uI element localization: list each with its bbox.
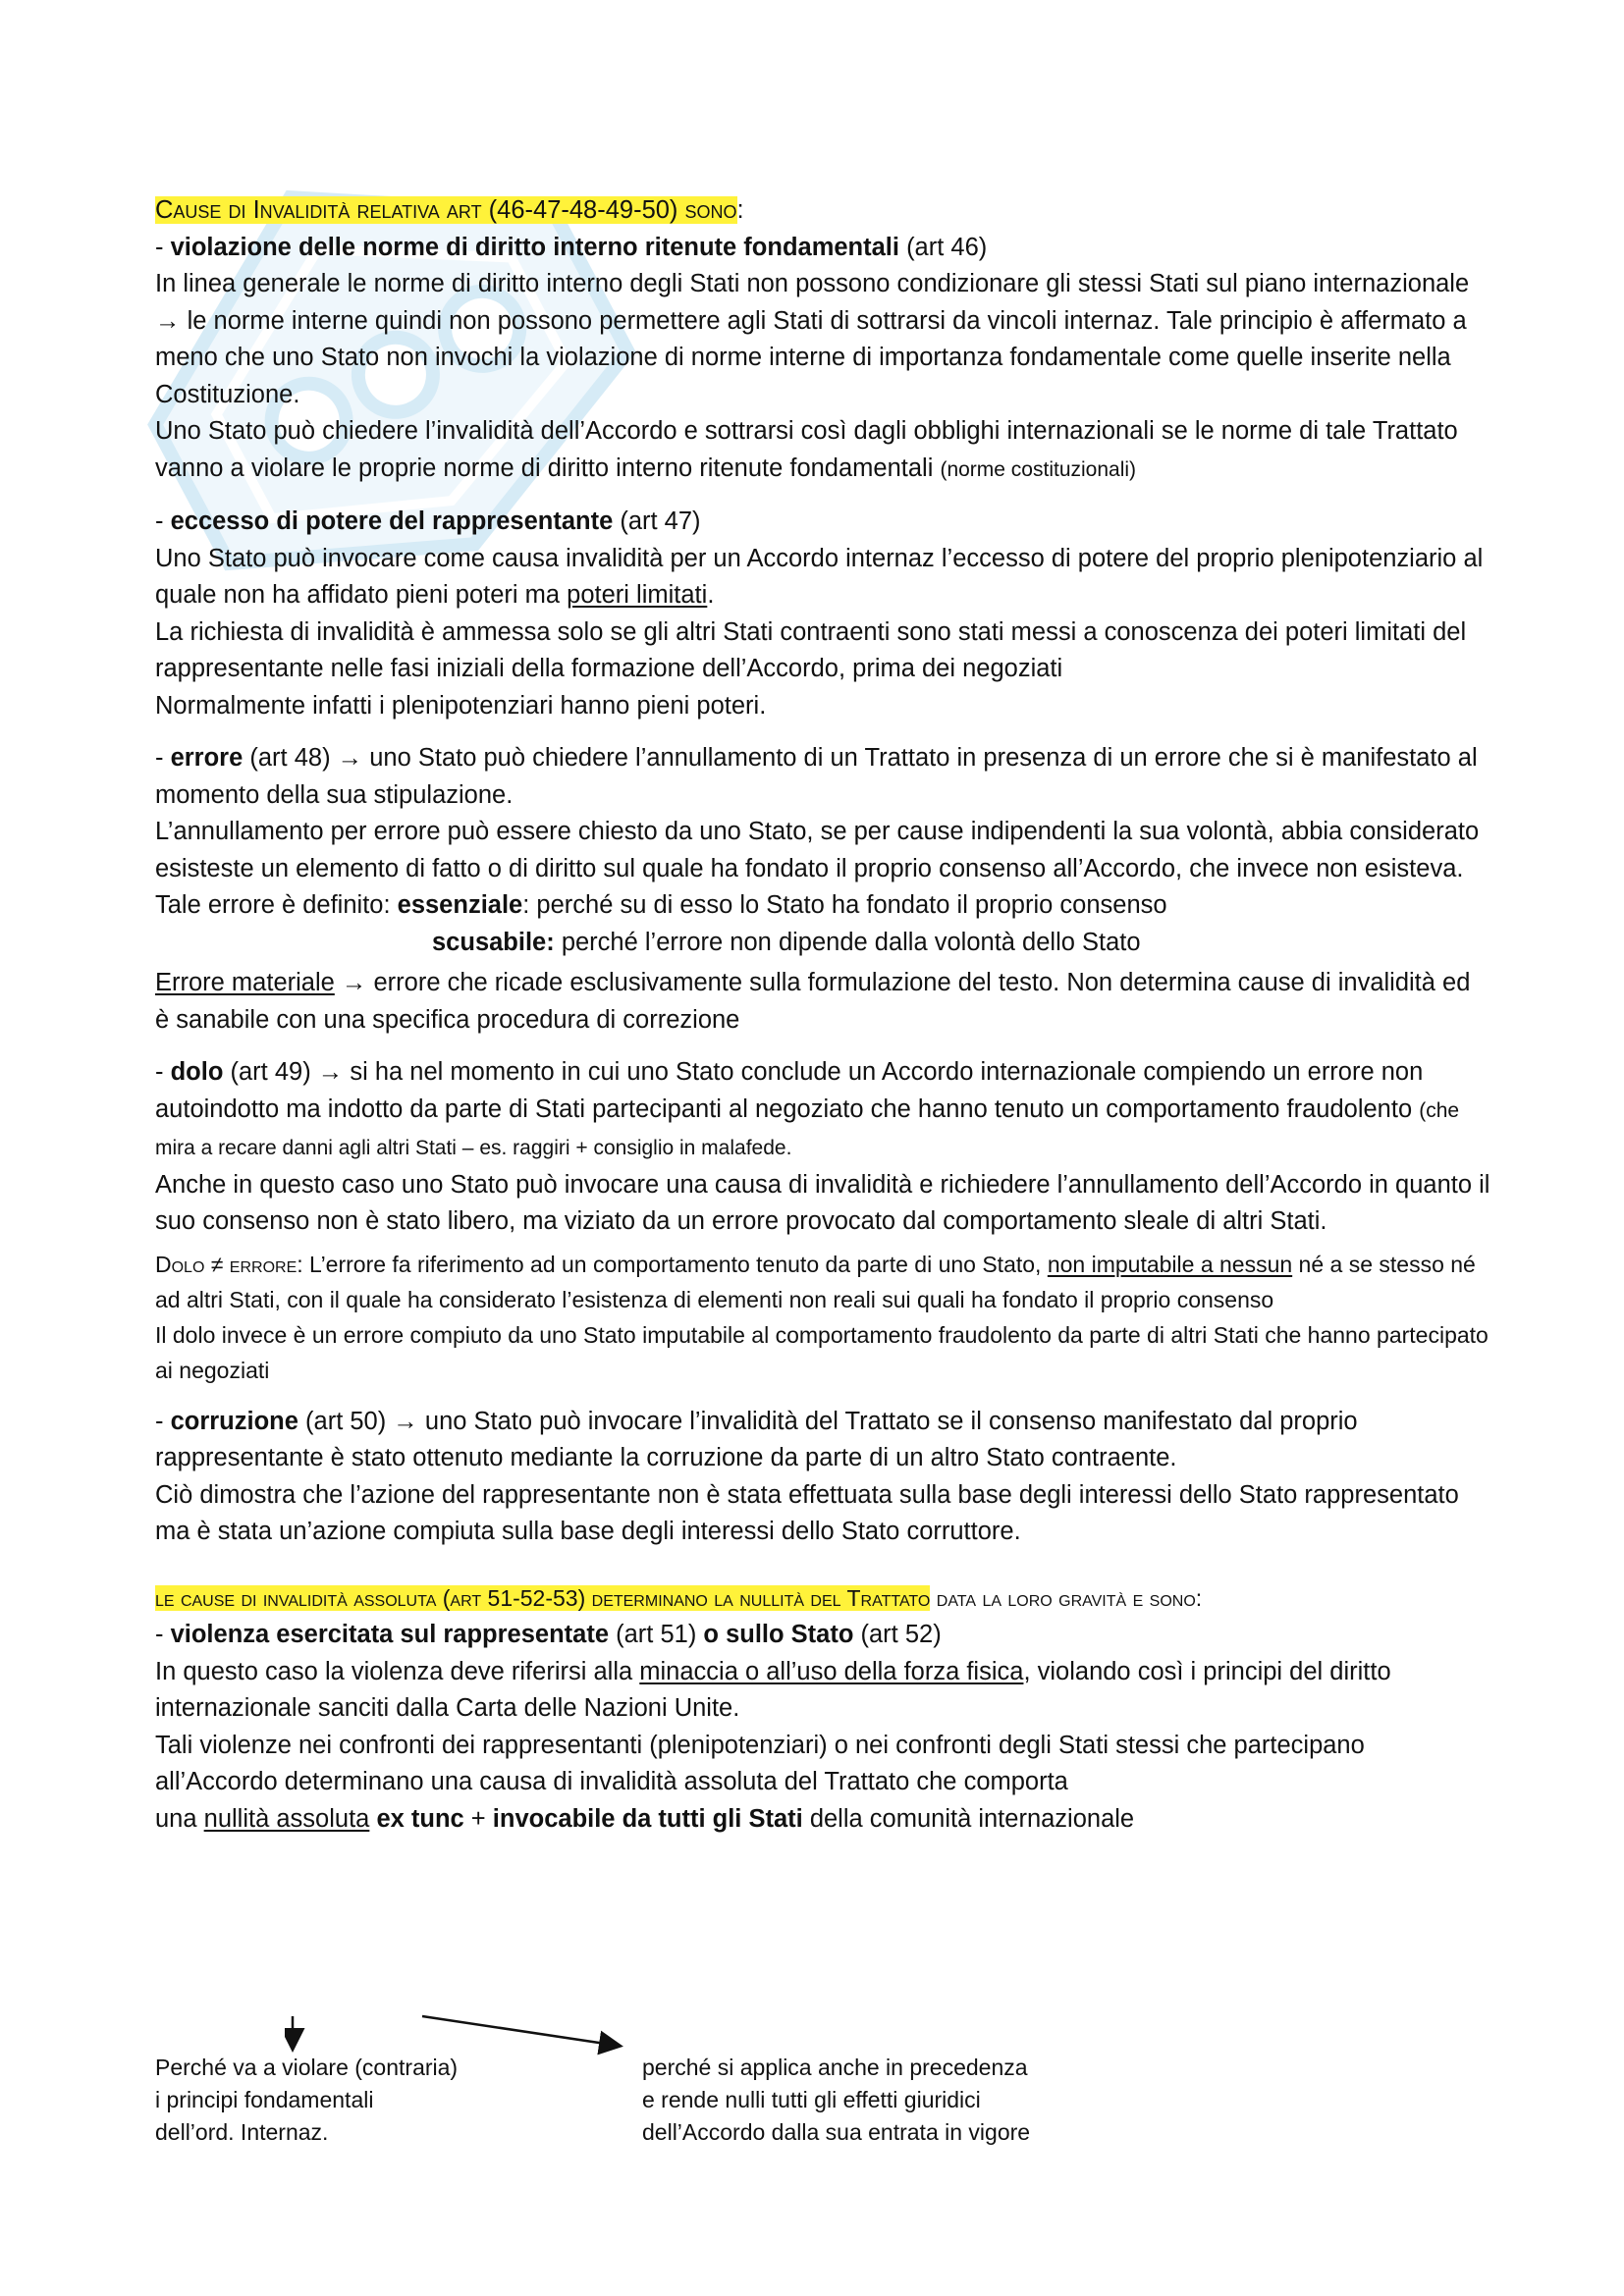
errore-def-intro: Tale errore è definito: [155,891,398,919]
dolo-cmp-label: Dolo ≠ errore [155,1251,298,1277]
violenza-p3-end: della comunità internazionale [802,1804,1135,1833]
violenza-art-2: (art 52) [853,1621,942,1648]
violenza-p3-a: una [155,1804,204,1833]
errore-materiale-term: Errore materiale [155,969,335,996]
eccesso-p1-text: Uno Stato può invocare come causa invalidità per un Accordo internaz l’eccesso di potere del proprio plenipotenziario al quale non ha affidato pieni poteri ma [155,544,1484,609]
dolo-title: dolo [170,1058,224,1086]
violenza-title: violenza esercitata sul rappresentate [170,1621,610,1648]
corruzione-paragraph-1: Ciò dimostra che l’azione del rappresentante non è stata effettuata sulla base degli interessi dello Stato rappresentato ma è stata un’azione compiuta sulla base degli interessi dello Stato corruttore. [155,1480,1459,1545]
dash: - [155,744,171,772]
violazione-paragraph-1: In linea generale le norme di diritto interno degli Stati non possono condizionare gli stessi Stati sul piano internazionale → le norme interne quindi non possono permettere agli Stati di sottrarsi da vincoli internaz. Tale principio è affermato a meno che uno Stato non invochi la violazione di norme interne di importanza fondamentale come quelle inserite nella Costituzione. [155,270,1470,408]
note-right [642,2052,1030,2149]
dash: - [155,1407,171,1435]
eccesso-title-line [155,504,1490,541]
violenza-p1-text: In questo caso la violenza deve riferirsi alla [155,1657,640,1685]
dash: - [155,1621,171,1648]
violazione-art: (art 46) [898,233,988,261]
errore-definition-1 [155,887,1490,925]
relative-heading [155,192,1490,230]
eccesso-paragraph-2: La richiesta di invalidità è ammessa solo se gli altri Stati contraenti sono stati messi a conoscenza dei poteri limitati del rappresentante nelle fasi iniziali della formazione dell’Accordo, prima dei negoziati [155,617,1467,682]
main-content [155,192,1490,1838]
errore-materiale-text: → errore che ricade esclusivamente sulla formulazione del testo. Non determina cause di invalidità ed è sanabile con una specifica procedura di correzione [155,969,1471,1034]
dash: - [155,233,171,261]
violenza-p3-bold-1: ex tunc [376,1804,464,1833]
errore-definition-2 [155,925,1490,962]
corruzione-art: (art 50) → uno Stato può invocare l’invalidità del Trattato se il consenso manifestato dal proprio rappresentante è stato ottenuto mediante la corruzione da parte di un altro Stato contraente. [155,1407,1358,1471]
errore-title: errore [170,744,244,772]
violenza-p3-plus: + [463,1804,493,1833]
violazione-p2-text: Uno Stato può chiedere l’invalidità dell’Accordo e sottrarsi così dagli obblighi internazionali se le norme di tale Trattato vanno a violare le proprie norme di diritto interno ritenute fondamentali [155,417,1458,482]
errore-def1-text: : perché su di esso lo Stato ha fondato il proprio consenso [522,891,1167,919]
dolo-cmp1-underline: non imputabile a nessun [1047,1251,1293,1277]
violazione-paragraph-2 [155,413,1490,488]
relative-heading-text: Cause di Invalidità relativa art (46-47-48-49-50) sono [155,196,737,224]
violazione-title-line [155,230,1490,267]
note-left-line: Perché va a violare (contraria) [155,2055,459,2080]
note-right-line: dell’Accordo dalla sua entrata in vigore [642,2119,1031,2145]
violazione-p2-note: (norme costituzionali) [940,457,1137,481]
dolo-cmp-2: Il dolo invece è un errore compiuto da uno Stato imputabile al comportamento fraudolento da parte di altri Stati che hanno partecipato ai negoziati [155,1321,1489,1383]
violenza-p3-bold-2: invocabile da tutti gli Stati [492,1804,803,1833]
heading-colon: : [736,196,744,224]
violenza-paragraph-1 [155,1654,1490,1728]
right-arrow-icon [422,2016,619,2046]
absolute-heading-rest: data la loro gravità e sono: [930,1584,1203,1611]
errore-materiale [155,965,1490,1039]
dolo-paragraph-1: Anche in questo caso uno Stato può invocare una causa di invalidità e richiedere l’annullamento dell’Accordo in quanto il suo consenso non è stato libero, ma viziato da un errore provocato dal comportamento sleale di altri Stati. [155,1170,1490,1235]
errore-title-line [155,740,1490,814]
eccesso-art: (art 47) [613,507,701,535]
violenza-art: (art 51) [609,1621,704,1648]
note-right-line: e rende nulli tutti gli effetti giuridici [642,2087,981,2112]
dolo-cmp1-end: né a se stesso né ad altri Stati, con il quale ha considerato l’esistenza di elementi non reali sui quali ha fondato il proprio consenso [155,1251,1476,1312]
dolo-art-note: (che mira a recare danni agli altri Stati – es. raggiri + consiglio in malafede. [155,1098,1460,1159]
errore-def2-term: scusabile: [432,928,555,956]
dash: - [155,1058,171,1086]
corruzione-title-line [155,1404,1490,1477]
errore-paragraph-1: L’annullamento per errore può essere chiesto da uno Stato, se per cause indipendenti la sua volontà, abbia considerato esisteste un elemento di fatto o di diritto sul quale ha fondato il proprio consenso all’Accordo, che invece non esisteva. [155,818,1480,882]
eccesso-p1-underline: poteri limitati [567,581,708,609]
eccesso-title: eccesso di potere del rappresentante [170,507,614,535]
errore-art: (art 48) → uno Stato può chiedere l’annullamento di un Trattato in presenza di un errore che si è manifestato al momento della sua stipulazione. [155,744,1478,809]
absolute-heading-text: le cause di invalidità assoluta (art 51-52-53) determinano la nullità del Trattato [155,1584,931,1611]
violenza-p1-underline: minaccia o all’uso della forza fisica [639,1657,1024,1685]
errore-def1-term: essenziale [397,891,523,919]
note-left-line: i principi fondamentali [155,2087,374,2112]
violazione-title: violazione delle norme di diritto interno ritenute fondamentali [170,233,899,261]
note-right-line: perché si applica anche in precedenza [642,2055,1028,2080]
eccesso-p1-end: . [707,581,715,609]
violenza-title-line [155,1617,1490,1654]
note-left-line: dell’ord. Internaz. [155,2119,329,2145]
dolo-art: (art 49) → si ha nel momento in cui uno Stato conclude un Accordo internazionale compiendo un errore non autoindotto ma indotto da parte di Stati partecipanti al negoziato che hanno tenuto un comportamento fraudolento [155,1058,1424,1123]
dash: - [155,507,171,535]
violenza-p3-underline: nullità assoluta [203,1804,370,1833]
violenza-paragraph-2: Tali violenze nei confronti dei rappresentanti (plenipotenziari) o nei confronti degli Stati stessi che partecipano all’Accordo determinano una causa di invalidità assoluta del Trattato che comporta [155,1731,1365,1795]
dolo-vs-errore [155,1247,1490,1388]
dolo-cmp-1 [155,1247,1490,1317]
violenza-p1-end: , violando così i principi del diritto internazionale sanciti dalla Carta delle Nazioni Unite. [155,1657,1391,1722]
note-left [155,2052,458,2149]
dolo-cmp1-text: : L’errore fa riferimento ad un comportamento tenuto da parte di uno Stato, [297,1251,1048,1277]
errore-def2-text: perché l’errore non dipende dalla volontà dello Stato [554,928,1141,956]
dolo-title-line [155,1054,1490,1167]
eccesso-paragraph-1 [155,541,1490,614]
corruzione-title: corruzione [170,1407,298,1435]
violenza-title-2: o sullo Stato [703,1621,854,1648]
eccesso-paragraph-3: Normalmente infatti i plenipotenziari hanno pieni poteri. [155,691,767,720]
absolute-heading [155,1580,1490,1618]
violenza-paragraph-3 [155,1801,1490,1839]
